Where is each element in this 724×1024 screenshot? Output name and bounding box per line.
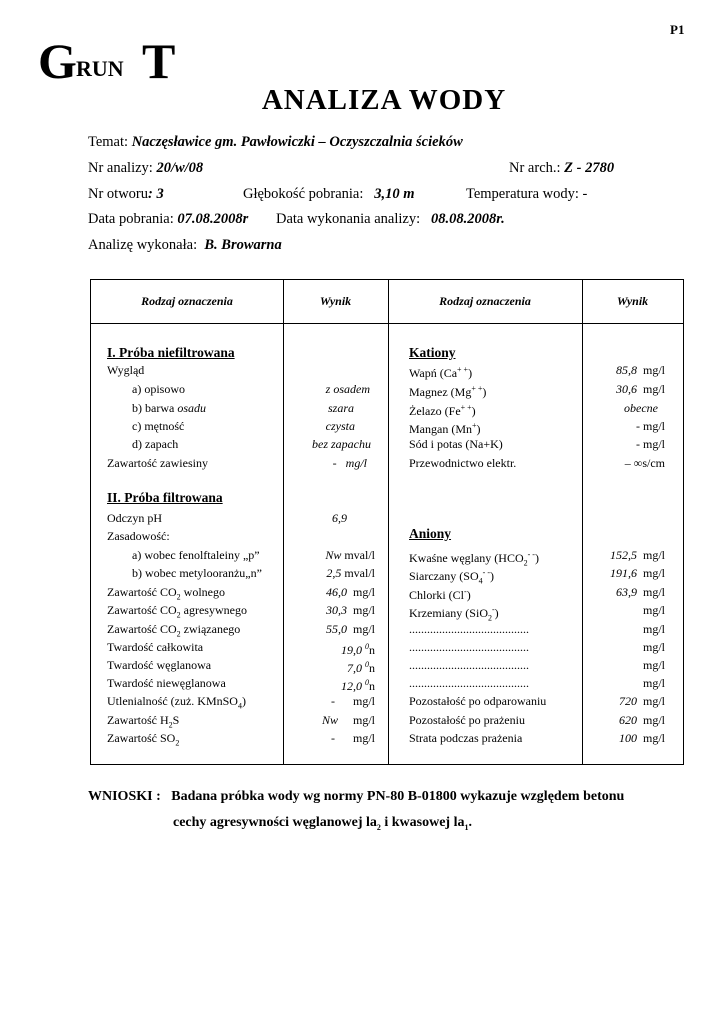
zawiesina: Zawartość zawiesiny [107,456,208,470]
header-rodzaj-2: Rodzaj oznaczenia [439,294,531,308]
section-niefiltrowana: I. Próba niefiltrowana [107,345,235,360]
co2-agresywny-value: 30,3 mg/l [325,603,375,617]
wyglad: Wygląd [107,363,145,377]
zasadowosc-n: b) wobec metylooranżu„n” [132,566,262,580]
wapn: Wapń (Ca+ +) [409,365,473,380]
wnioski-line2: cechy agresywności węglanowej $la_2$ i kwasowej $la_1$. [173,815,472,832]
dots-row: ........................................ [409,622,529,636]
pozostalosc-prazenie: Pozostałość po prażeniu [409,713,525,727]
przewodnictwo-value: – ∞s/cm [624,456,665,470]
barwa: b) barwa osadu [132,401,206,415]
temperatura: Temperatura wody: - [466,186,588,202]
wykonala: Analizę wykonała: B. Browarna [88,237,282,253]
page-title: ANALIZA WODY [261,84,507,116]
temat-line: Temat: Naczęsławice gm. Pawłowiczki – Oczyszczalnia ścieków [88,134,463,150]
co2-zwiazany-value: 55,0 mg/l [325,622,375,636]
zasadowosc: Zasadowość: [107,529,170,543]
zasadowosc-n-value: 2,5 mval/l [326,566,375,580]
header-wynik-2: Wynik [616,294,649,308]
kwasne-weglany: Kwaśne węglany $(HCO_2^{- -})$ [409,550,539,568]
nr-analizy-line: Nr analizy: 20/w/08 [88,160,204,176]
blank-unit: mg/l [642,622,665,636]
zawiesina-value: - mg/l [332,456,367,470]
header-rodzaj-1: Rodzaj oznaczenia [141,294,233,308]
kwasne-weglany-value: 152,5 mg/l [609,548,665,562]
section-kationy: Kationy [409,345,456,360]
siarczany-value: 191,6 mg/l [609,566,665,580]
section-filtrowana: II. Próba filtrowana [107,490,223,505]
chlorki: Chlorki (Cl-) [409,587,471,602]
wnioski-line1: WNIOSKI : Badana próbka wody wg normy PN-80 B-01800 wykazuje względem betonu [88,789,625,804]
co2-wolny-value: 46,0 mg/l [325,585,375,599]
sod-potas: Sód i potas (Na+K) [409,437,503,451]
chlorki-value: 63,9 mg/l [615,585,665,599]
twardosc-calkowita: Twardość całkowita [107,640,204,654]
twardosc-weglanowa: Twardość węglanowa [107,658,212,672]
przewodnictwo: Przewodnictwo elektr. [409,456,517,470]
barwa-value: szara [327,401,354,415]
utlenialnosc: Utlenialność (zuż. KMnSO$_4$) [107,694,246,711]
ph-value: 6,9 [332,511,347,525]
strata-prazenie: Strata podczas prażenia [409,731,523,745]
co2-zwiazany: Zawartość $CO_2$ związanego [107,622,241,639]
twardosc-weglanowa-value: 7,0 $^0$n [347,660,375,675]
twardosc-calkowita-value: 19,0 $^0$n [341,642,375,657]
nr-arch-line: Nr arch.: Z - 2780 [509,160,615,176]
dots-row: ........................................ [409,640,529,654]
h2s-value: Nw mg/l [321,713,375,727]
mangan-value: - mg/l [636,419,665,433]
so2-value: - mg/l [330,731,375,745]
twardosc-niewglanowa-value: 12,0 $^0$n [341,678,375,693]
page-number: P1 [670,22,685,37]
nr-otworu: Nr otworu: 3 [88,186,164,202]
wapn-value: 85,8 mg/l [615,363,665,377]
grunt-logo: G RUN T [38,33,176,89]
twardosc-niewglanowa: Twardość niewęglanowa [107,676,226,690]
ph: Odczyn pH [107,511,162,525]
magnez: Magnez (Mg+ +) [409,384,487,399]
pozostalosc-odparowanie-value: 720 mg/l [618,694,665,708]
siarczany: Siarczany $(SO_4^{- -})$ [409,568,494,586]
data-wykonania: Data wykonania analizy: 08.08.2008r. [276,211,505,227]
zapach: d) zapach [132,437,179,451]
co2-agresywny: Zawartość $CO_2$ agresywnego [107,603,247,620]
dots-row: ........................................ [409,658,529,672]
metnosc: c) mętność [132,419,185,433]
mangan: Mangan (Mn+) [409,421,481,436]
pozostalosc-odparowanie: Pozostałość po odparowaniu [409,694,547,708]
data-pobrania: Data pobrania: 07.08.2008r [88,211,249,227]
section-aniony: Aniony [409,526,452,541]
glebokosc: Głębokość pobrania: 3,10 m [243,186,415,202]
so2: Zawartość $SO_2$ [107,731,180,748]
sod-potas-value: - mg/l [636,437,665,451]
zapach-value: bez zapachu [312,437,371,451]
blank-unit: mg/l [642,658,665,672]
utlenialnosc-value: - mg/l [330,694,375,708]
dots-row: ........................................ [409,676,529,690]
zelazo: Żelazo (Fe+ +) [409,403,476,418]
zasadowosc-p: a) wobec fenolftaleiny „p” [132,548,260,562]
zelazo-value: obecne [624,401,658,415]
h2s: Zawartość $H_2S$ [107,713,180,730]
opisowo-value: z osadem [325,382,370,396]
zasadowosc-p-value: Nw mval/l [325,548,375,562]
results-table [90,279,684,765]
strata-prazenie-value: 100 mg/l [618,731,665,745]
header-wynik-1: Wynik [319,294,352,308]
magnez-value: 30,6 mg/l [615,382,665,396]
krzemiany: Krzemiany (SiO$_2$-) [409,605,499,623]
metnosc-value: czysta [325,419,355,433]
blank-unit: mg/l [642,640,665,654]
krzemiany-unit: mg/l [642,603,665,617]
blank-unit: mg/l [642,676,665,690]
co2-wolny: Zawartość $CO_2$ wolnego [107,585,225,602]
opisowo: a) opisowo [132,382,185,396]
pozostalosc-prazenie-value: 620 mg/l [618,713,665,727]
